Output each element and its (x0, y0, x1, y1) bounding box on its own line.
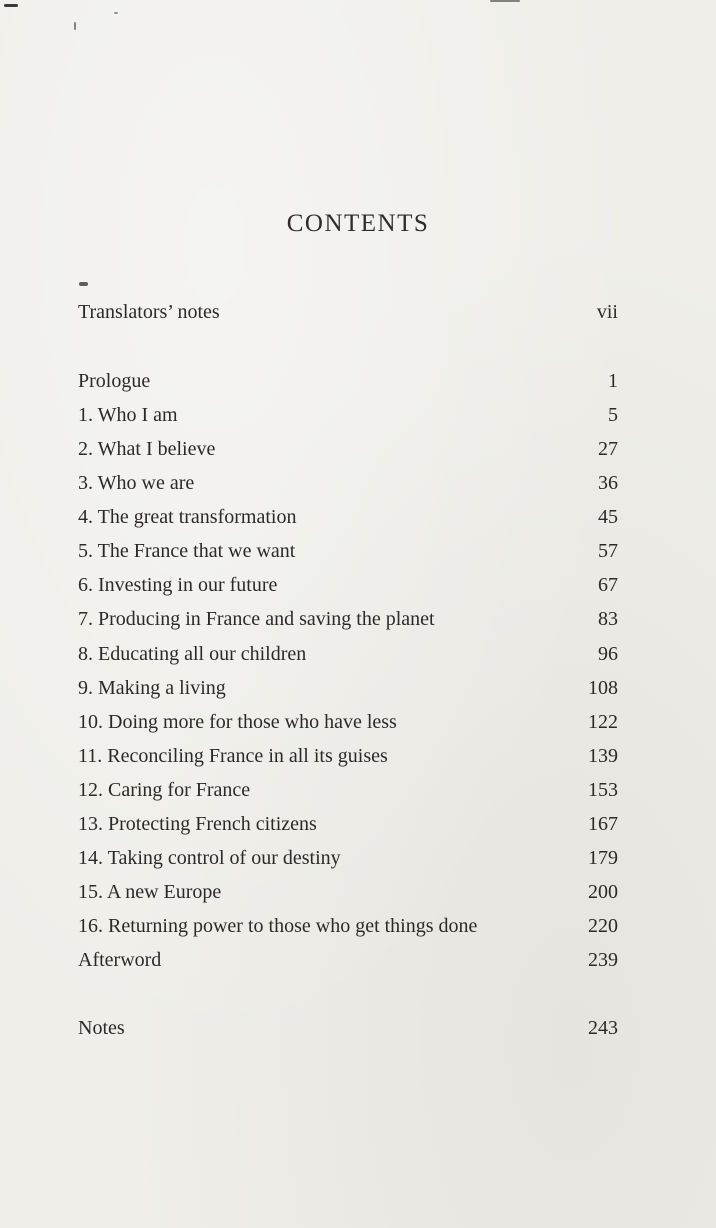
toc-entry[interactable] (78, 503, 618, 531)
toc-entry-page: 45 (598, 506, 618, 528)
toc-entry[interactable] (78, 605, 618, 633)
toc-entry[interactable] (78, 878, 618, 906)
toc-entry[interactable] (78, 469, 618, 497)
toc-entry[interactable] (78, 674, 618, 702)
toc-entry-page: 167 (588, 813, 618, 835)
toc-entry-page: 108 (588, 677, 618, 699)
toc-entry-title: 10. Doing more for those who have less (78, 711, 397, 733)
toc-entry-title: 14. Taking control of our destiny (78, 847, 341, 869)
toc-entry-title: 1. Who I am (78, 404, 178, 426)
toc-entry[interactable] (78, 537, 618, 565)
toc-entry-page: 1 (608, 370, 618, 392)
toc-entry-page: 122 (588, 711, 618, 733)
ink-speck (114, 12, 118, 14)
toc-entry-title: 15. A new Europe (78, 881, 222, 903)
toc-entry-page: 96 (598, 643, 618, 665)
toc-entry-page: 5 (608, 404, 618, 426)
toc-entry-title: 5. The France that we want (78, 540, 296, 562)
toc-entry-page: 179 (588, 847, 618, 869)
toc-entry-title: 3. Who we are (78, 472, 195, 494)
toc-entry-title: 8. Educating all our children (78, 643, 307, 665)
toc-entry-page: 36 (598, 472, 618, 494)
toc-entry-title: 11. Reconciling France in all its guises (78, 745, 388, 767)
toc-entry-title: 16. Returning power to those who get things done (78, 915, 478, 937)
toc-entry-title: Translators’ notes (78, 301, 220, 323)
toc-entry-title: 12. Caring for France (78, 779, 251, 801)
ink-speck (74, 22, 76, 30)
toc-entry[interactable] (78, 640, 618, 668)
toc-entry-page: 67 (598, 574, 618, 596)
toc-entry-title: 6. Investing in our future (78, 574, 278, 596)
toc-entry[interactable] (78, 776, 618, 804)
toc-entry[interactable] (78, 946, 618, 974)
toc-entry-page: 220 (588, 915, 618, 937)
ink-speck (79, 282, 88, 286)
toc-entry-page: 243 (588, 1017, 618, 1039)
toc-entry-page: 83 (598, 608, 618, 630)
toc-entry[interactable] (78, 435, 618, 463)
toc-entry-page: 239 (588, 949, 618, 971)
toc-entry[interactable] (78, 367, 618, 395)
toc-entry[interactable] (78, 844, 618, 872)
toc-entry-title: 2. What I believe (78, 438, 216, 460)
toc-entry[interactable] (78, 571, 618, 599)
toc-entry-title: Notes (78, 1017, 125, 1039)
toc-entry-notes[interactable] (78, 1014, 618, 1042)
ink-speck (4, 4, 18, 7)
toc-entry-page: vii (596, 301, 618, 323)
toc-entry-title: Prologue (78, 370, 151, 392)
toc-entry-translators-notes[interactable] (78, 298, 618, 326)
toc-entry[interactable] (78, 810, 618, 838)
toc-entry-page: 139 (588, 745, 618, 767)
toc-entry[interactable] (78, 708, 618, 736)
toc-entry-page: 153 (588, 779, 618, 801)
toc-entry-title: 7. Producing in France and saving the planet (78, 608, 435, 630)
toc-entry-page: 27 (598, 438, 618, 460)
ink-speck (490, 0, 520, 2)
contents-heading: CONTENTS (286, 210, 430, 237)
toc-entry[interactable] (78, 401, 618, 429)
toc-entry-title: 9. Making a living (78, 677, 226, 699)
toc-entry-page: 200 (588, 881, 618, 903)
toc-entry-page: 57 (598, 540, 618, 562)
toc-entry[interactable] (78, 742, 618, 770)
toc-entry-title: Afterword (78, 949, 162, 971)
toc-entry-title: 4. The great transformation (78, 506, 297, 528)
toc-entry[interactable] (78, 912, 618, 940)
toc-entry-title: 13. Protecting French citizens (78, 813, 317, 835)
